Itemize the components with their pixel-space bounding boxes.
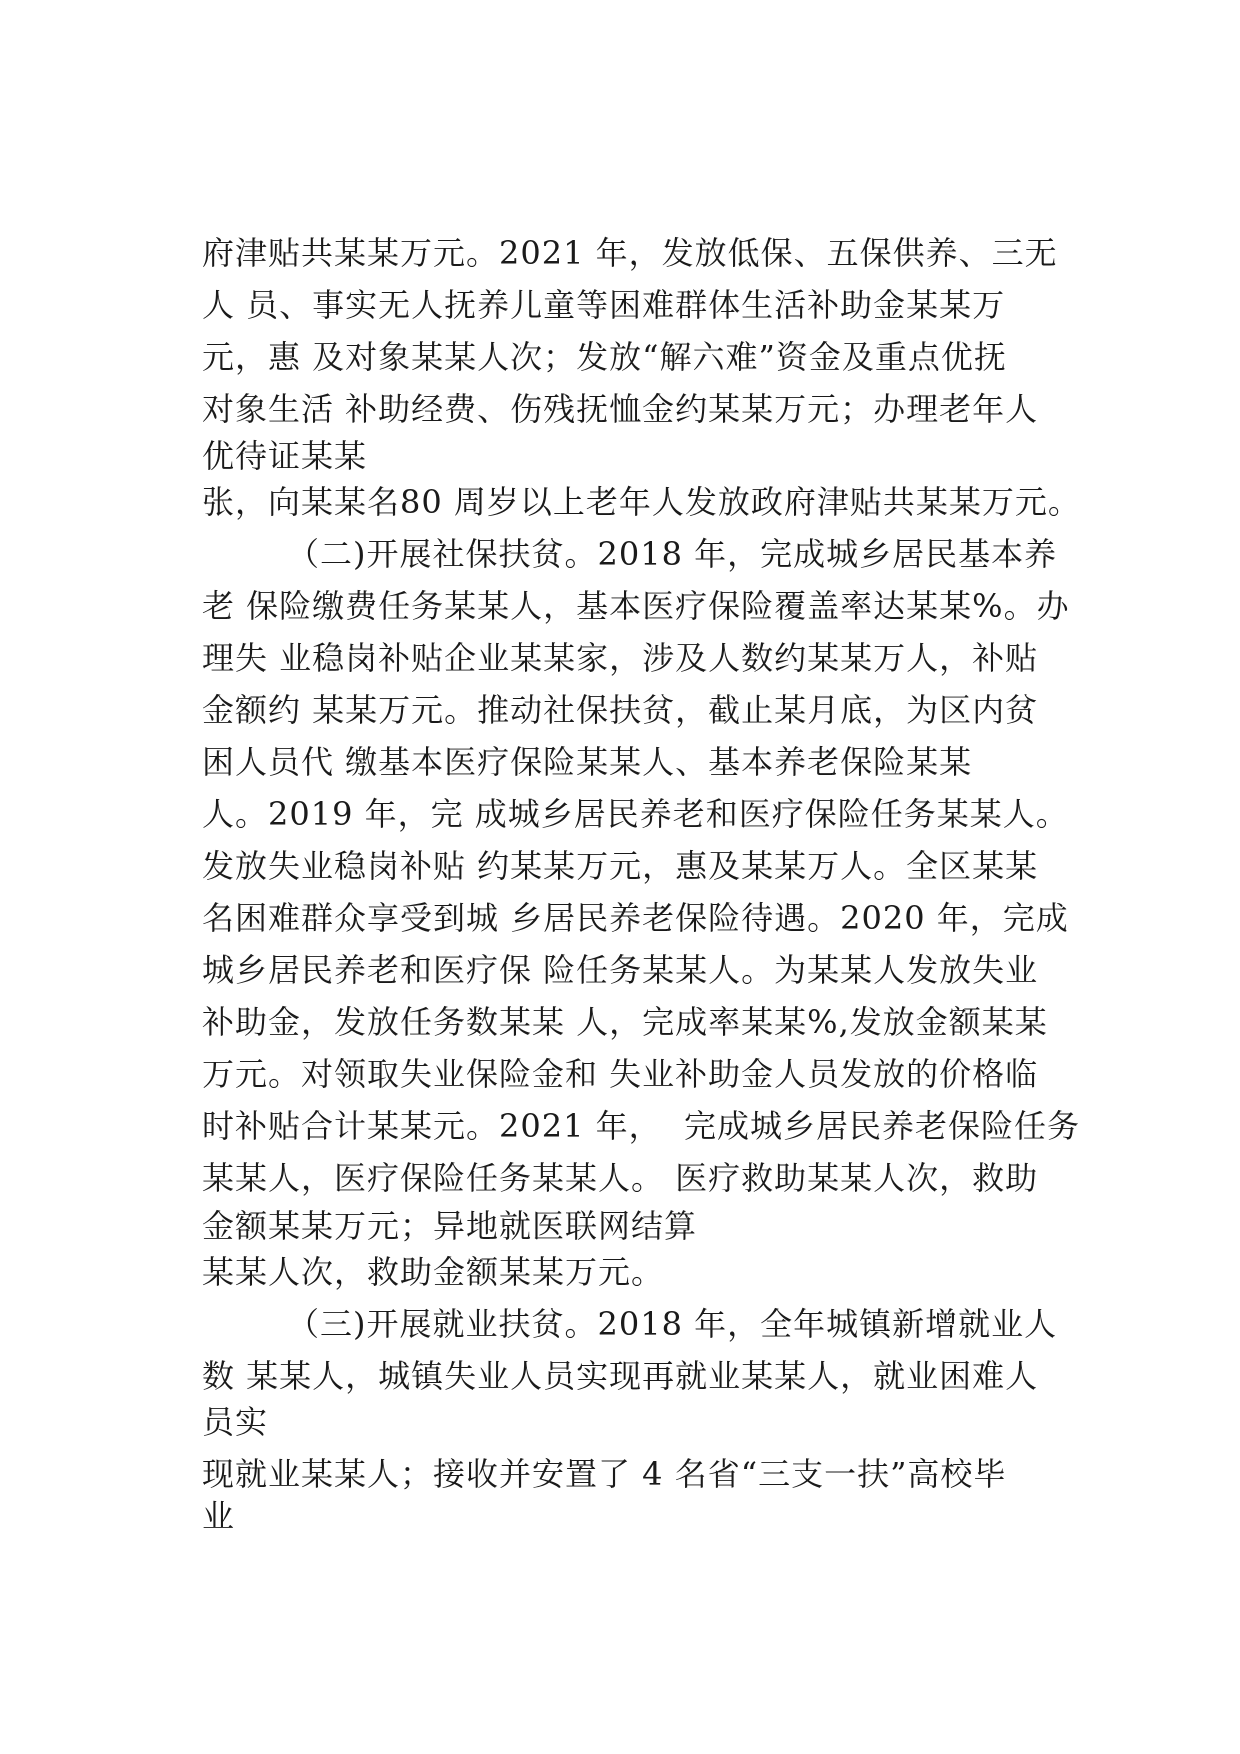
text-line: 人。2019 年，完 成城乡居民养老和医疗保险任务某某人。 bbox=[202, 795, 1069, 833]
text-line: 困人员代 缴基本医疗保险某某人、基本养老保险某某 bbox=[202, 743, 973, 781]
text-line: 时补贴合计某某元。2021 年， 完成城乡居民养老保险任务 bbox=[202, 1107, 1080, 1145]
text-line: 员实 bbox=[202, 1403, 269, 1441]
text-line: 府津贴共某某万元。2021 年，发放低保、五保供养、三无 bbox=[202, 234, 1058, 272]
text-line: 数 某某人，城镇失业人员实现再就业某某人，就业困难人 bbox=[202, 1357, 1039, 1395]
section-heading-3: （三)开展就业扶贫。2018 年，全年城镇新增就业人 bbox=[287, 1305, 1058, 1343]
text-line: 理失 业稳岗补贴企业某某家，涉及人数约某某万人，补贴 bbox=[202, 639, 1039, 677]
text-line: 金额约 某某万元。推动社保扶贫，截止某月底，为区内贫 bbox=[202, 691, 1039, 729]
text-line: 名困难群众享受到城 乡居民养老保险待遇。2020 年，完成 bbox=[202, 899, 1069, 937]
text-line: 某某人，医疗保险任务某某人。 医疗救助某某人次，救助 bbox=[202, 1159, 1039, 1197]
text-line: 万元。对领取失业保险金和 失业补助金人员发放的价格临 bbox=[202, 1055, 1039, 1093]
text-line: 金额某某万元；异地就医联网结算 bbox=[202, 1207, 698, 1245]
text-line: 发放失业稳岗补贴 约某某万元，惠及某某万人。全区某某 bbox=[202, 847, 1039, 885]
text-line: 业 bbox=[202, 1497, 236, 1535]
text-line: 城乡居民养老和医疗保 险任务某某人。为某某人发放失业 bbox=[202, 951, 1039, 989]
section-heading-2: （二)开展社保扶贫。2018 年，完成城乡居民基本养 bbox=[287, 535, 1058, 573]
text-line: 张，向某某名80 周岁以上老年人发放政府津贴共某某万元。 bbox=[202, 483, 1081, 521]
text-line: 现就业某某人；接收并安置了 4 名省“三支一扶”高校毕 bbox=[202, 1455, 1007, 1493]
text-line: 补助金，发放任务数某某 人，完成率某某%,发放金额某某 bbox=[202, 1003, 1048, 1041]
text-line: 某某人次，救助金额某某万元。 bbox=[202, 1253, 665, 1291]
text-line: 元，惠 及对象某某人次；发放“解六难”资金及重点优抚 bbox=[202, 338, 1007, 376]
text-line: 老 保险缴费任务某某人，基本医疗保险覆盖率达某某%。办 bbox=[202, 587, 1070, 625]
text-line: 人 员、事实无人抚养儿童等困难群体生活补助金某某万 bbox=[202, 286, 1006, 324]
text-line: 对象生活 补助经费、伤残抚恤金约某某万元；办理老年人 bbox=[202, 390, 1039, 428]
text-line: 优待证某某 bbox=[202, 437, 368, 475]
